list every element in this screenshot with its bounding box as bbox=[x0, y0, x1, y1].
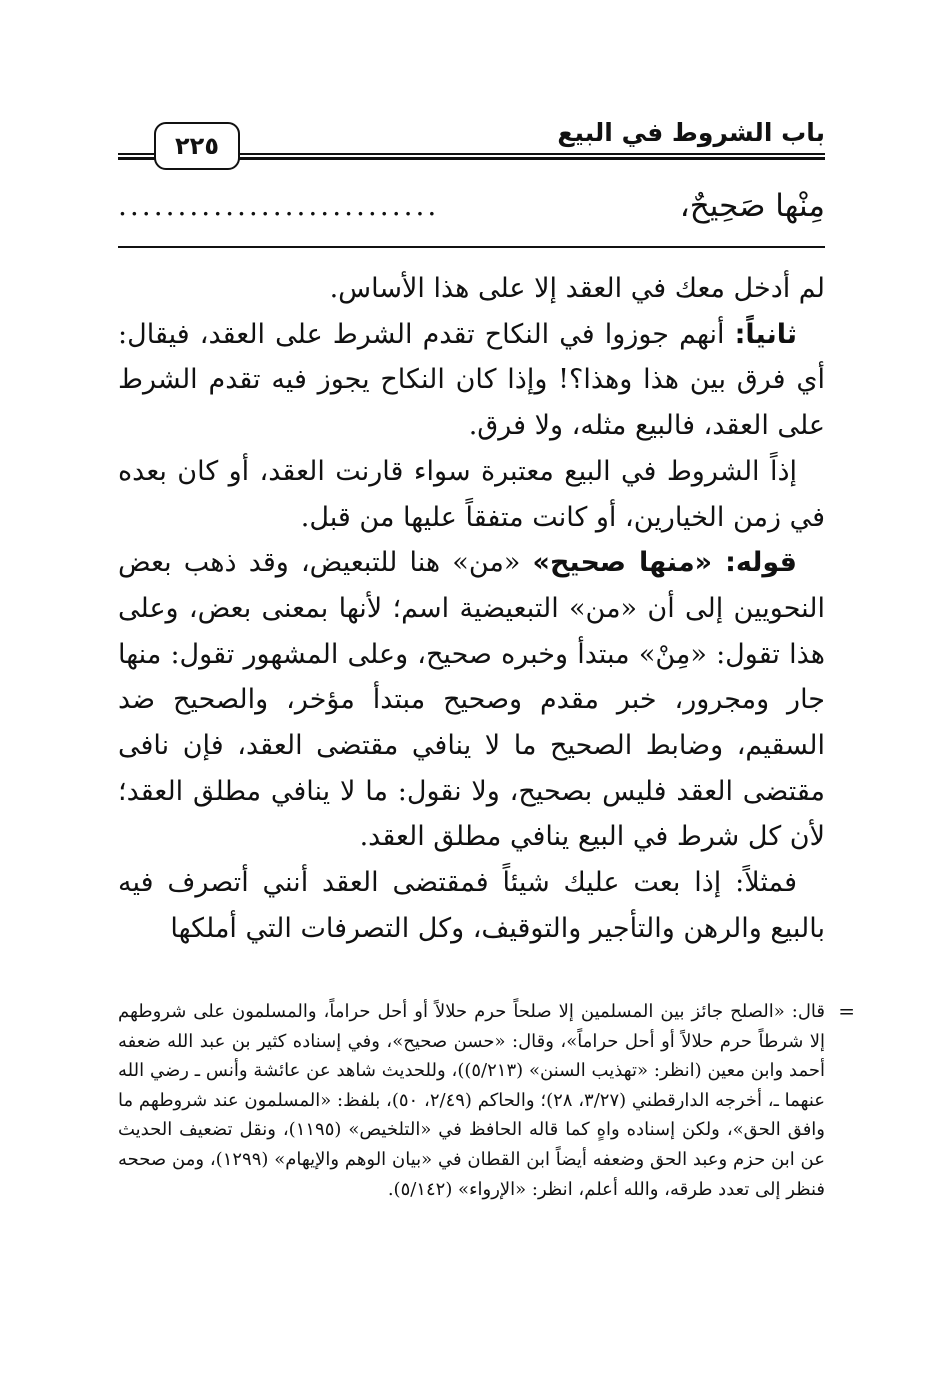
page-number: ٢٢٥ bbox=[154, 122, 240, 170]
footnotes bbox=[118, 997, 855, 1204]
paragraph-2-lead: ثانياً: bbox=[734, 318, 797, 350]
paragraph-2 bbox=[118, 312, 825, 449]
matn-separator-rule bbox=[118, 246, 825, 248]
paragraph-2-text: أنهم جوزوا في النكاح تقدم الشرط على العقد، فيقال: أي فرق بين هذا وهذا؟! وإذا كان النكاح يجوز فيه تقدم الشرط على العقد، فالبيع مثله، ولا فرق. bbox=[118, 318, 825, 442]
footnote-text: قال: «الصلح جائز بين المسلمين إلا صلحاً حرم حلالاً أو أحل حراماً، والمسلمون على شروطهم إلا شرطاً حرم حلالاً أو أحل حراماً»، وقال: «حسن صحيح»، وفي إسناده كثير بن عبد الله ضعفه أحمد وابن معين (انظر: «تهذيب السنن» (٥/٢١٣))، وللحديث شاهد عن عائشة وأنس ـ رضي الله عنهما ـ، أخرجه الدارقطني (٣/٢٧، ٢٨)؛ والحاكم (٢/٤٩، ٥٠)، بلفظ: «المسلمون عند شروطهم ما وافق الحق»، ولكن إسناده واهٍ كما قاله الحافظ في «التلخيص» (١١٩٥)، ونقل تضعيف الحديث عن ابن حزم وعبد الحق وضعفه أيضاً ابن القطان في «بيان الوهم والإيهام» (١٢٩٩)، ومن صححه فنظر إلى تعدد طرقه، والله أعلم، انظر: «الإرواء» (٥/١٤٢). bbox=[118, 1001, 826, 1200]
paragraph-4-text: «من» هنا للتبعيض، وقد ذهب بعض النحويين إلى أن «من» التبعيضية اسم؛ لأنها بمعنى بعض، وعلى هذا تقول: «مِنْ» مبتدأ وخبره صحيح، وعلى المشهور تقول: منها جار ومجرور، خبر مقدم وصحيح مبتدأ مؤخر، والصحيح ضد السقيم، وضابط الصحيح ما لا ينافي مقتضى العقد، فإن نافى مقتضى العقد فليس بصحيح، ولا نقول: ما لا ينافي مطلق العقد؛ لأن كل شرط في البيع ينافي مطلق العقد. bbox=[118, 547, 825, 853]
running-title: باب الشروط في البيع bbox=[557, 118, 825, 147]
matn-dots: ........................... bbox=[118, 189, 440, 222]
matn-quote bbox=[118, 180, 825, 232]
paragraph-4-lead: قوله: «منها صحيح» bbox=[532, 547, 797, 579]
matn-text: مِنْها صَحِيحٌ، bbox=[679, 188, 825, 224]
paragraph-3: إذاً الشروط في البيع معتبرة سواء قارنت العقد، أو كان بعده في زمن الخيارين، أو كانت متفقاً عليها من قبل. bbox=[118, 455, 825, 533]
paragraph-4 bbox=[118, 540, 825, 860]
paragraph-1: لم أدخل معك في العقد إلا على هذا الأساس. bbox=[329, 273, 825, 304]
footnote-continuation-mark: = bbox=[838, 999, 855, 1023]
commentary-body bbox=[118, 266, 825, 952]
page-header bbox=[118, 108, 825, 168]
paragraph-5: فمثلاً: إذا بعت عليك شيئاً فمقتضى العقد أنني أتصرف فيه بالبيع والرهن والتأجير والتوقيف، وكل التصرفات التي أملكها bbox=[118, 867, 825, 944]
